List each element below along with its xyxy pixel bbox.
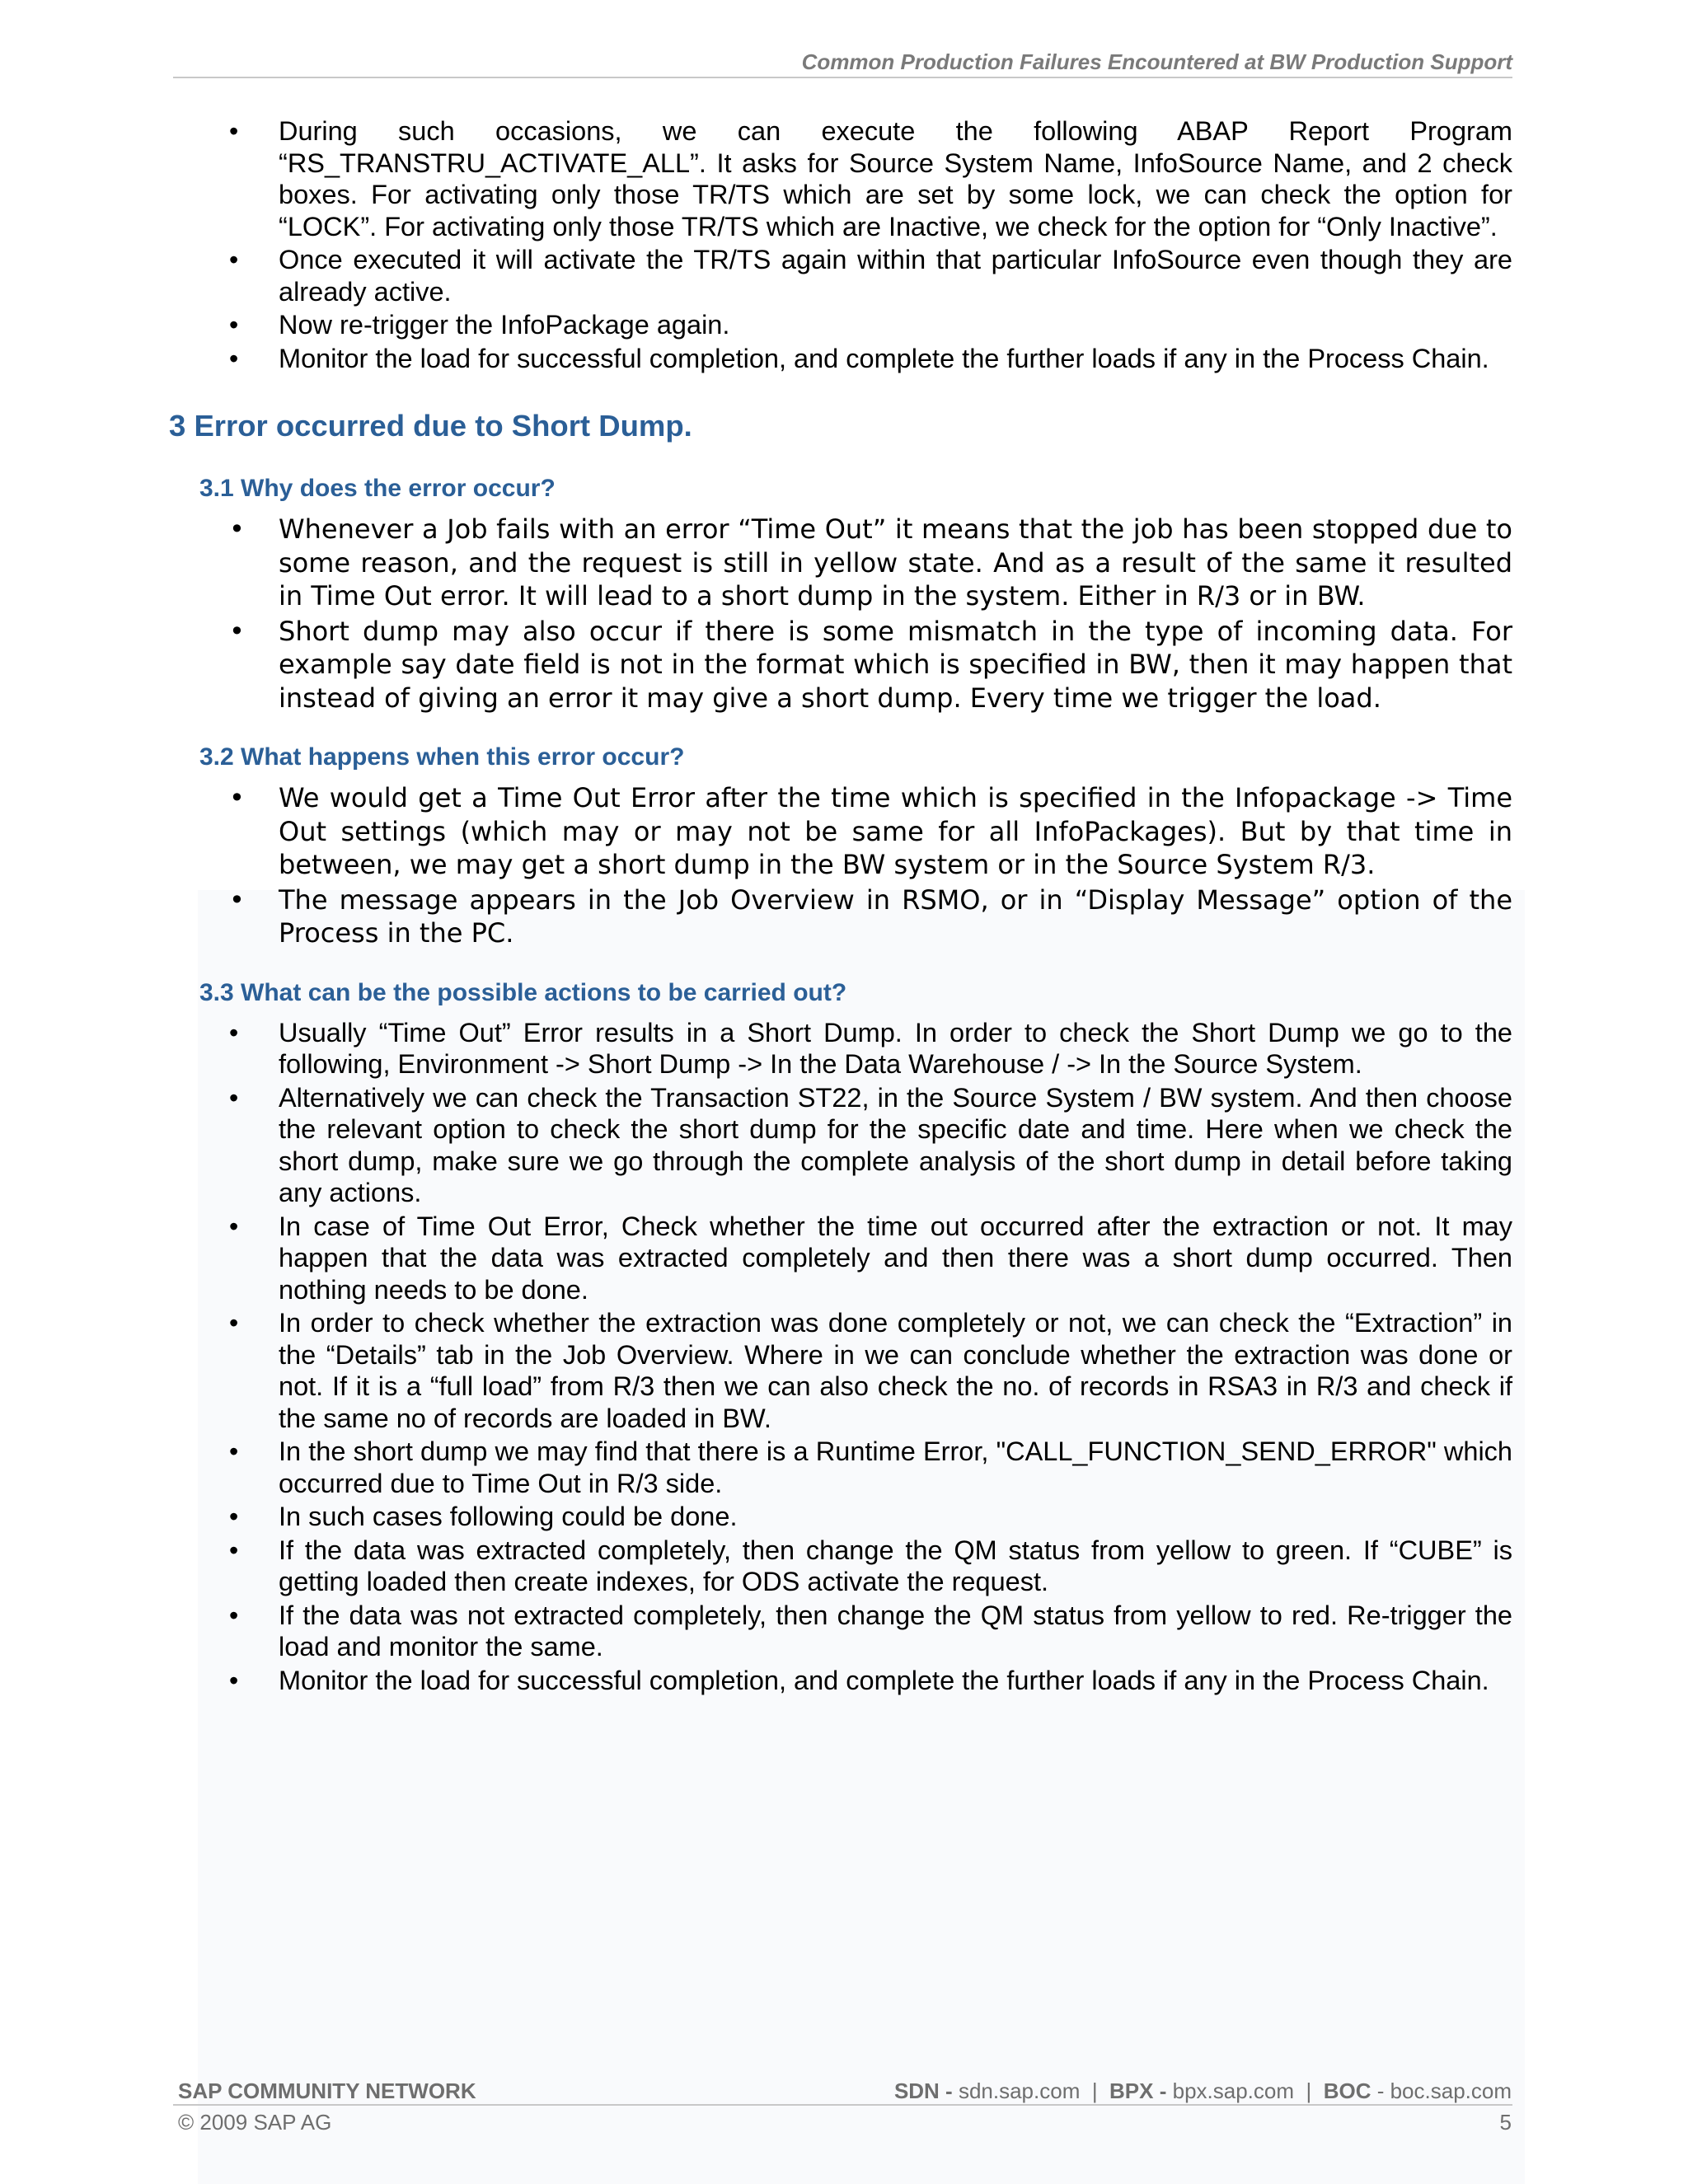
subsection-heading-3-1: 3.1 Why does the error occur? [199, 475, 556, 502]
bullet-icon: • [229, 615, 245, 647]
list-item [169, 1436, 1512, 1499]
bullet-icon: • [229, 1600, 239, 1630]
list-item [169, 883, 1512, 950]
list-item [169, 343, 1512, 375]
bullet-icon: • [229, 1082, 239, 1113]
list-item-text: Now re-trigger the InfoPackage again. [279, 310, 730, 340]
list-item [169, 1307, 1512, 1434]
bullet-icon: • [229, 883, 245, 916]
list-item [169, 1017, 1512, 1080]
list-item-text: Usually “Time Out” Error results in a Short Dump. In order to check the Short Dump we go to the following, Environment -> Short Dump -> In the Data Warehouse / -> In the Source System. [279, 1017, 1512, 1079]
list-item [169, 1082, 1512, 1209]
list-item [169, 115, 1512, 242]
sdn-label: SDN - [893, 2079, 953, 2103]
subsection-heading-3-3: 3.3 What can be the possible actions to be carried out? [199, 978, 847, 1006]
list-item-text: Short dump may also occur if there is some mismatch in the type of incoming data. For example say date field is not in the format which is specified in BW, then it may happen that instead of giving an error it may give a short dump. Every time we trigger the load. [279, 615, 1512, 714]
list-item-text: Alternatively we can check the Transaction ST22, in the Source System / BW system. And then choose the relevant option to check the short dump for the specific date and time. Here when we check the short dump, make sure we go through the complete analysis of the short dump in detail before taking any actions. [279, 1082, 1512, 1207]
list-item [169, 309, 1512, 341]
list-item-text: If the data was extracted completely, then change the QM status from yellow to green. If “CUBE” is getting loaded then create indexes, for ODS activate the request. [279, 1535, 1512, 1596]
list-item-text: Monitor the load for successful completion, and complete the further loads if any in the Process Chain. [279, 1665, 1489, 1695]
list-item-text: Monitor the load for successful completion, and complete the further loads if any in the Process Chain. [279, 343, 1489, 373]
copyright: © 2009 SAP AG [178, 2110, 332, 2135]
bpx-link[interactable]: bpx.sap.com [1172, 2079, 1295, 2103]
list-item [169, 615, 1512, 715]
footer-network-name: SAP COMMUNITY NETWORK [178, 2079, 476, 2103]
list-item [169, 1665, 1512, 1697]
list-item-text: In the short dump we may find that there is a Runtime Error, "CALL_FUNCTION_SEND_ERROR" which occurred due to Time Out in R/3 side. [279, 1436, 1512, 1498]
footer-links [894, 2079, 1512, 2104]
list-item [169, 1535, 1512, 1598]
bullet-icon: • [229, 343, 239, 373]
bullet-icon: • [229, 1436, 239, 1466]
bpx-label: BPX - [1109, 2079, 1167, 2103]
header-title: Common Production Failures Encountered at BW Production Support [801, 49, 1512, 74]
bullet-list-3-2 [169, 781, 1512, 950]
boc-link[interactable]: - boc.sap.com [1376, 2079, 1512, 2103]
footer-divider [173, 2104, 1512, 2106]
page-number: 5 [1499, 2110, 1512, 2135]
document-body [169, 115, 1512, 1698]
bullet-list-3-1 [169, 513, 1512, 715]
page-header [173, 48, 1512, 78]
bullet-icon: • [229, 1502, 239, 1531]
list-item-text: The message appears in the Job Overview in RSMO, or in “Display Message” option of the Process in the PC. [279, 883, 1512, 949]
intro-bullet-list [169, 115, 1512, 374]
list-item-text: During such occasions, we can execute the following ABAP Report Program “RS_TRANSTRU_ACTIVATE_ALL”. It asks for Source System Name, InfoSource Name, and 2 check boxes. For activating only those TR/TS which are set by some lock, we can check the option for “LOCK”. For activating only those TR/TS which are Inactive, we check for the option for “Only Inactive”. [279, 116, 1512, 241]
bullet-icon: • [229, 513, 245, 545]
boc-label: BOC [1323, 2079, 1372, 2103]
bullet-icon: • [229, 310, 239, 340]
subsection-heading-3-2: 3.2 What happens when this error occur? [199, 743, 685, 771]
list-item [169, 1211, 1512, 1306]
bullet-icon: • [229, 1308, 239, 1338]
bullet-icon: • [229, 1665, 239, 1695]
list-item [169, 244, 1512, 307]
footer-separator: | [1091, 2079, 1098, 2103]
list-item-text: Whenever a Job fails with an error “Time Out” it means that the job has been stopped due to some reason, and the request is still in yellow state. And as a result of the same it resulted in Time Out error. It will lead to a short dump in the system. Either in R/3 or in BW. [279, 513, 1512, 612]
list-item-text: In case of Time Out Error, Check whether the time out occurred after the extraction or not. It may happen that the data was extracted completely and then there was a short dump occurred. Then nothing needs to be done. [279, 1211, 1512, 1305]
bullet-list-3-3 [169, 1017, 1512, 1697]
list-item [169, 513, 1512, 613]
list-item [169, 1600, 1512, 1663]
list-item-text: In such cases following could be done. [279, 1502, 738, 1531]
bullet-icon: • [229, 782, 245, 813]
list-item-text: In order to check whether the extraction was done completely or not, we can check the “Extraction” in the “Details” tab in the Job Overview. Where in we can conclude whether the extraction was done or not. If it is a “full load” from R/3 then we can also check the no. of records in RSA3 in R/3 and check if the same no of records are loaded in BW. [279, 1308, 1512, 1433]
footer-separator: | [1306, 2079, 1312, 2103]
bullet-icon: • [229, 1211, 239, 1241]
bullet-icon: • [229, 116, 239, 146]
list-item-text: If the data was not extracted completely, then change the QM status from yellow to red. Re-trigger the load and monitor the same. [279, 1600, 1512, 1661]
list-item-text: We would get a Time Out Error after the time which is specified in the Infopackage -> Time Out settings (which may or may not be same for all InfoPackages). But by that time in between, we may get a short dump in the BW system or in the Source System R/3. [279, 782, 1512, 880]
list-item-text: Once executed it will activate the TR/TS again within that particular InfoSource even though they are already active. [279, 245, 1512, 307]
list-item [169, 1501, 1512, 1533]
section-heading: 3 Error occurred due to Short Dump. [169, 409, 692, 443]
sdn-link[interactable]: sdn.sap.com [958, 2079, 1081, 2103]
list-item [169, 781, 1512, 882]
bullet-icon: • [229, 245, 239, 274]
bullet-icon: • [229, 1017, 239, 1047]
bullet-icon: • [229, 1535, 239, 1565]
